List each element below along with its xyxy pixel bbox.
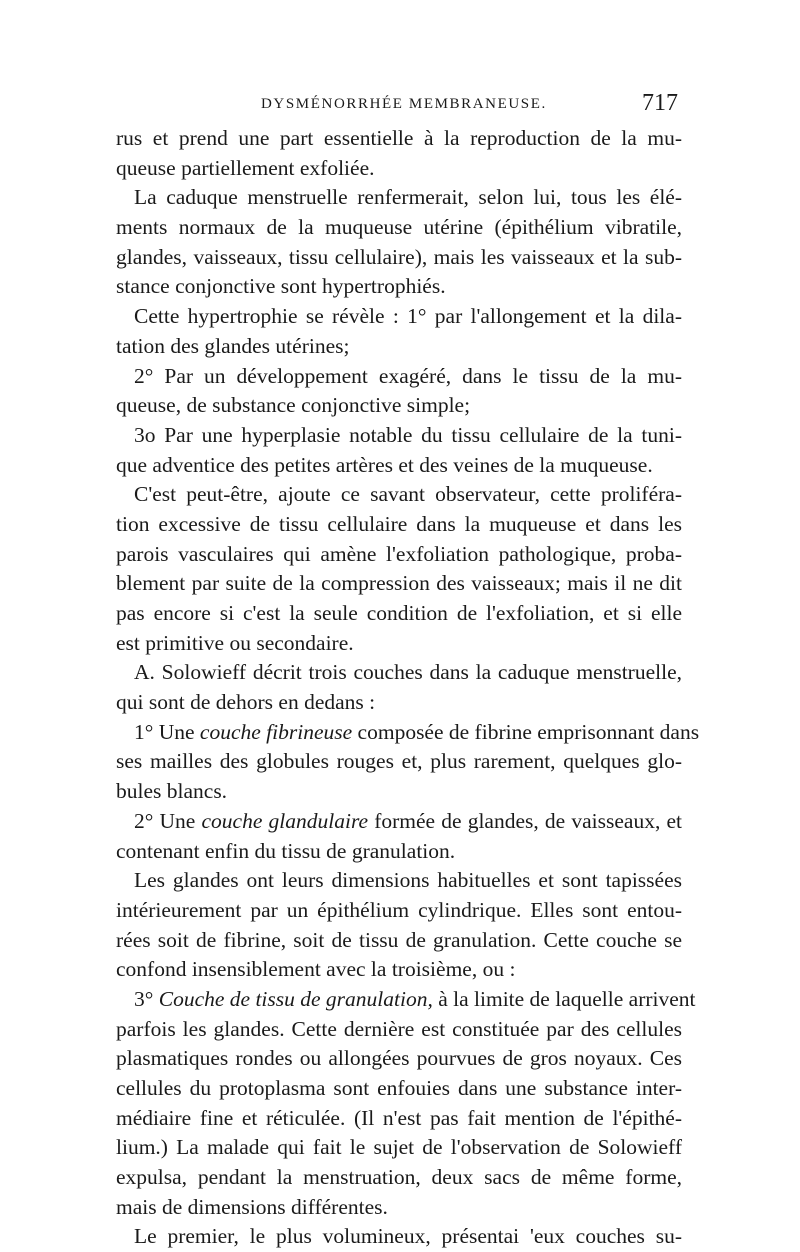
text-line: que adventice des petites artères et des veines de la muqueuse. (116, 452, 653, 477)
text-line: La caduque menstruelle renfermerait, selon lui, tous les élé- (134, 185, 682, 210)
text-line: C'est peut-être, ajoute ce savant observateur, cette proliféra- (134, 482, 682, 507)
text-line: cellules du protoplasma sont enfouies dans une substance inter- (116, 1076, 682, 1100)
text-line: est primitive ou secondaire. (116, 630, 354, 655)
body-text (116, 124, 700, 1252)
text-line: confond insensiblement avec la troisième, ou : (116, 957, 516, 982)
text-line: pas encore si c'est la seule condition de l'exfoliation, et si elle (116, 601, 682, 625)
text-line: intérieurement par un épithélium cylindrique. Elles sont entou- (116, 897, 682, 922)
text-line: glandes, vaisseaux, tissu cellulaire), mais les vaisseaux et la sub- (116, 244, 682, 269)
italic-term: couche glandulaire (201, 808, 369, 833)
page-header (116, 90, 682, 120)
text-line: mais de dimensions différentes. (116, 1194, 388, 1219)
text-line: médiaire fine et réticulée. (Il n'est pas fait mention de l'épithé- (116, 1105, 682, 1130)
text-line: 1° Une couche fibrineuse composée de fibrine emprisonnant dans (134, 719, 700, 744)
text-line: qui sont de dehors en dedans : (116, 690, 376, 715)
text-line: 2° Une couche glandulaire formée de glandes, de vaisseaux, et (134, 808, 682, 833)
text-line: 2° Par un développement exagéré, dans le tissu de la mu- (134, 363, 682, 388)
text-line: A. Solowieff décrit trois couches dans la caduque menstruelle, (134, 660, 682, 685)
running-title: DYSMÉNORRHÉE MEMBRANEUSE. (261, 96, 547, 112)
text-line: expulsa, pendant la menstruation, deux sacs de même forme, (116, 1165, 682, 1190)
text-line: tion excessive de tissu cellulaire dans la muqueuse et dans les (116, 511, 682, 536)
text-line: Le premier, le plus volumineux, présentai 'eux couches su- (134, 1224, 682, 1249)
text-line: queuse, de substance conjonctive simple; (116, 393, 471, 418)
text-line: rus et prend une part essentielle à la reproduction de la mu- (116, 126, 682, 150)
text-line: 3° Couche de tissu de granulation, à la limite de laquelle arrivent (134, 986, 696, 1011)
page-number: 717 (642, 90, 678, 116)
text-line: stance conjonctive sont hypertrophiés. (116, 274, 446, 299)
text-line: plasmatiques rondes ou allongées pourvues de gros noyaux. Ces (116, 1046, 682, 1071)
text-line: parois vasculaires qui amène l'exfoliation pathologique, proba- (116, 541, 682, 566)
text-line: 3o Par une hyperplasie notable du tissu cellulaire de la tuni- (134, 422, 682, 447)
text-line: queuse partiellement exfoliée. (116, 155, 375, 180)
text-line: Cette hypertrophie se révèle : 1° par l'allongement et la dila- (134, 304, 682, 329)
text-line: tation des glandes utérines; (116, 333, 350, 358)
text-line: bules blancs. (116, 779, 228, 804)
text-line: ments normaux de la muqueuse utérine (épithélium vibratile, (116, 215, 682, 240)
text-line: rées soit de fibrine, soit de tissu de granulation. Cette couche se (116, 927, 682, 952)
text-line: parfois les glandes. Cette dernière est constituée par des cellules (116, 1016, 682, 1041)
italic-term: Couche de tissu de granulation, (158, 986, 433, 1011)
text-line: lium.) La malade qui fait le sujet de l'observation de Solowieff (116, 1135, 682, 1160)
text-line: blement par suite de la compression des vaisseaux; mais il ne dit (116, 571, 682, 596)
text-line: contenant enfin du tissu de granulation. (116, 838, 456, 863)
text-line: Les glandes ont leurs dimensions habituelles et sont tapissées (134, 868, 682, 893)
italic-term: couche fibrineuse (199, 719, 353, 744)
text-line: ses mailles des globules rouges et, plus rarement, quelques glo- (116, 749, 682, 774)
